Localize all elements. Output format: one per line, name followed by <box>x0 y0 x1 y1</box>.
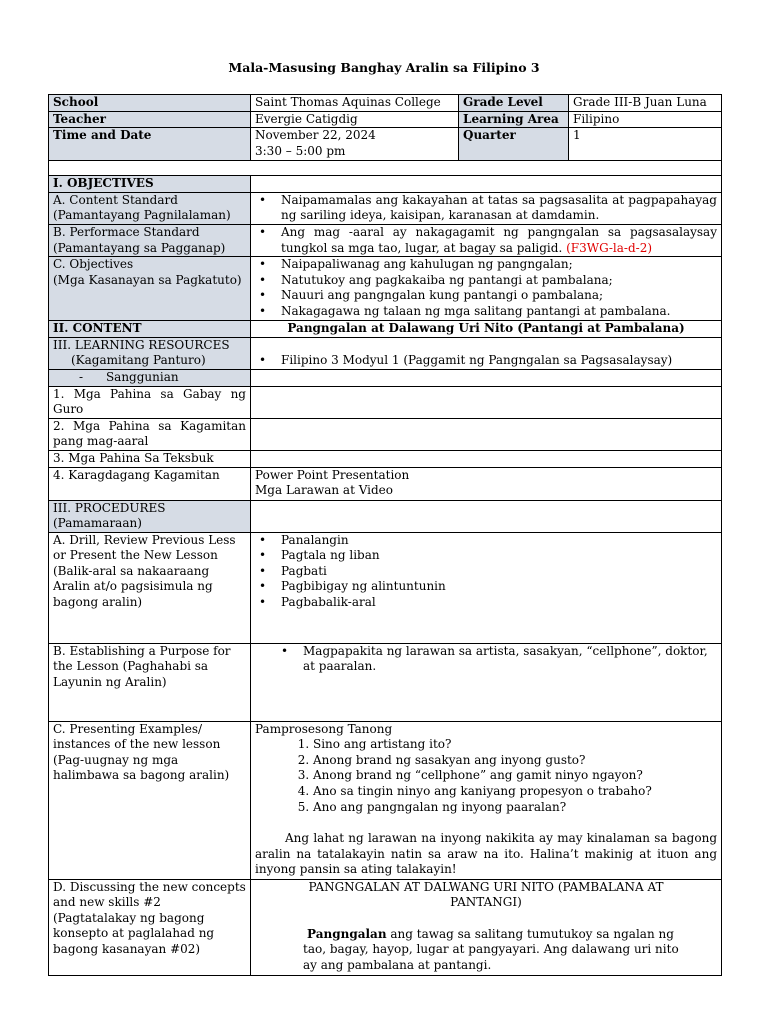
header-row-school <box>49 95 722 112</box>
discussion-heading: PANGNGALAN AT DALWANG URI NITO (PAMBALANA AT PANTANGI) <box>308 879 664 910</box>
spacer-row <box>49 161 722 176</box>
guro-row <box>49 386 722 418</box>
extra-item: Power Point Presentation <box>255 467 410 482</box>
list-item: 1. Sino ang artistang ito? <box>313 737 717 753</box>
lesson-plan-table <box>48 94 722 976</box>
list-item: • Naipamamalas ang kakayahan at tatas sa pagsasalita at pagpapahayag ng sariling ideya, kaisipan, karanasan at damdamin. <box>259 192 717 223</box>
procedure-b-label: B. Establishing a Purpose for the Lesson (Paghahabi sa Layunin ng Aralin) <box>49 643 251 721</box>
procedure-a-list <box>255 533 717 611</box>
objectives-list <box>255 257 717 319</box>
procedure-b-list <box>255 644 717 675</box>
list-item: 2. Anong brand ng sasakyan ang inyong gusto? <box>313 753 717 769</box>
content-row <box>49 321 722 338</box>
list-item: • Pagbabalik-aral <box>259 595 376 610</box>
kagamitan-row <box>49 418 722 450</box>
discussion-term: Pangngalan <box>307 926 387 941</box>
learning-area-value: Filipino <box>569 111 722 128</box>
list-item: 4. Ano sa tingin ninyo ang kaniyang propesyon o trabaho? <box>313 784 717 800</box>
list-item: • Magpapakita ng larawan sa artista, sasakyan, “cellphone”, doktor, at paaralan. <box>281 643 708 674</box>
teksbuk-row <box>49 450 722 467</box>
resources-list <box>255 353 717 369</box>
header-row-teacher <box>49 111 722 128</box>
objectives-row <box>49 257 722 321</box>
gabay-guro-label: 1. Mga Pahina sa Gabay ng Guro <box>49 386 251 418</box>
content-standard-row <box>49 192 722 224</box>
procedure-d-row <box>49 879 722 975</box>
quarter-value: 1 <box>569 128 722 161</box>
content-heading: II. CONTENT <box>49 321 251 338</box>
teacher-label: Teacher <box>49 111 251 128</box>
procedure-a-row <box>49 532 722 643</box>
procedure-c-paragraph: Ang lahat ng larawan na inyong nakikita ay may kinalaman sa bagong aralin na tatalakayin natin sa araw na ito. Halina’t makinig at ituon ang inyong pansin sa ating talakayin! <box>255 831 717 877</box>
content-standard-list <box>255 193 717 224</box>
performance-standard-label: B. Performace Standard (Pamantayang sa Pagganap) <box>49 224 251 256</box>
processing-questions-list <box>255 737 717 815</box>
list-item: • Natutukoy ang pagkakaiba ng pantangi at pambalana; <box>259 272 613 287</box>
objectives-heading: I. OBJECTIVES <box>49 176 251 193</box>
list-item: • Filipino 3 Modyul 1 (Paggamit ng Pangngalan sa Pagsasalaysay) <box>259 353 673 368</box>
time-date-label: Time and Date <box>49 128 251 161</box>
grade-level-label: Grade Level <box>459 95 569 112</box>
content-standard-label: A. Content Standard (Pamantayang Pagnilalaman) <box>49 192 251 224</box>
objectives-label: C. Objectives (Mga Kasanayan sa Pagkatuto) <box>49 257 251 321</box>
content-topic: Pangngalan at Dalawang Uri Nito (Pantangi at Pambalana) <box>251 321 722 338</box>
procedure-c-row <box>49 721 722 879</box>
procedure-d-label: D. Discussing the new concepts and new skills #2 (Pagtatalakay ng bagong konsepto at paglalahad ng bagong kasanayan #02) <box>49 879 251 975</box>
performance-standard-list <box>255 225 717 256</box>
kagamitan-label: 2. Mga Pahina sa Kagamitan pang mag-aaral <box>49 418 251 450</box>
resources-row <box>49 337 722 369</box>
time-date-value <box>251 128 459 161</box>
time-value: 3:30 – 5:00 pm <box>255 143 346 158</box>
processing-questions-heading: Pamprosesong Tanong <box>255 721 393 736</box>
grade-level-value: Grade III-B Juan Luna <box>569 95 722 112</box>
teacher-value: Evergie Catigdig <box>251 111 459 128</box>
list-item: • Pagbati <box>259 563 327 578</box>
discussion-text: Pangngalan ang tawag sa salitang tumutukoy sa ngalan ng tao, bagay, hayop, lugar at pangyayari. Ang dalawang uri nito ay ang pambalana at pantangi. <box>303 926 679 973</box>
extra-item: Mga Larawan at Video <box>255 483 394 498</box>
sanggunian-label: - Sanggunian <box>49 369 251 386</box>
list-item: 3. Anong brand ng “cellphone” ang gamit ninyo ngayon? <box>313 768 717 784</box>
list-item: • Pagbibigay ng alintuntunin <box>259 579 446 594</box>
procedure-c-label: C. Presenting Examples/ instances of the new lesson (Pag-uugnay ng mga halimbawa sa bagong aralin) <box>49 721 251 879</box>
performance-standard-row <box>49 224 722 256</box>
list-item: • Nakagagawa ng talaan ng mga salitang pantangi at pambalana. <box>259 303 671 318</box>
document-title: Mala-Masusing Banghay Aralin sa Filipino 3 <box>228 60 540 75</box>
quarter-label: Quarter <box>459 128 569 161</box>
school-value: Saint Thomas Aquinas College <box>251 95 459 112</box>
procedures-heading: III. PROCEDURES (Pamamaraan) <box>49 500 251 532</box>
competency-code: (F3WG-la-d-2) <box>566 240 653 255</box>
procedures-heading-row <box>49 500 722 532</box>
list-item: • Pagtala ng liban <box>259 548 380 563</box>
list-item: • Panalangin <box>259 532 349 547</box>
karagdagang-label: 4. Karagdagang Kagamitan <box>49 467 251 500</box>
school-label: School <box>49 95 251 112</box>
learning-area-label: Learning Area <box>459 111 569 128</box>
resources-heading: III. LEARNING RESOURCES (Kagamitang Panturo) <box>49 337 251 369</box>
objectives-heading-row <box>49 176 722 193</box>
procedure-a-label: A. Drill, Review Previous Less or Present the New Lesson (Balik-aral sa nakaaraang Aralin at/o pagsisimula ng bagong aralin) <box>49 532 251 643</box>
header-row-time <box>49 128 722 161</box>
karagdagang-row <box>49 467 722 500</box>
teksbuk-label: 3. Mga Pahina Sa Teksbuk <box>49 450 251 467</box>
list-item: 5. Ano ang pangngalan ng inyong paaralan? <box>313 800 717 816</box>
list-item: • Naipapaliwanag ang kahulugan ng pangngalan; <box>259 257 573 272</box>
procedure-b-row <box>49 643 722 721</box>
list-item: • Nauuri ang pangngalan kung pantangi o pambalana; <box>259 288 604 303</box>
list-item: • Ang mag -aaral ay nakagagamit ng pangngalan sa pagsasalaysay tungkol sa mga tao, lugar, at bagay sa paligid. (F3WG-la-d-2) <box>259 224 717 255</box>
date-value: November 22, 2024 <box>255 128 376 143</box>
sanggunian-row <box>49 369 722 386</box>
